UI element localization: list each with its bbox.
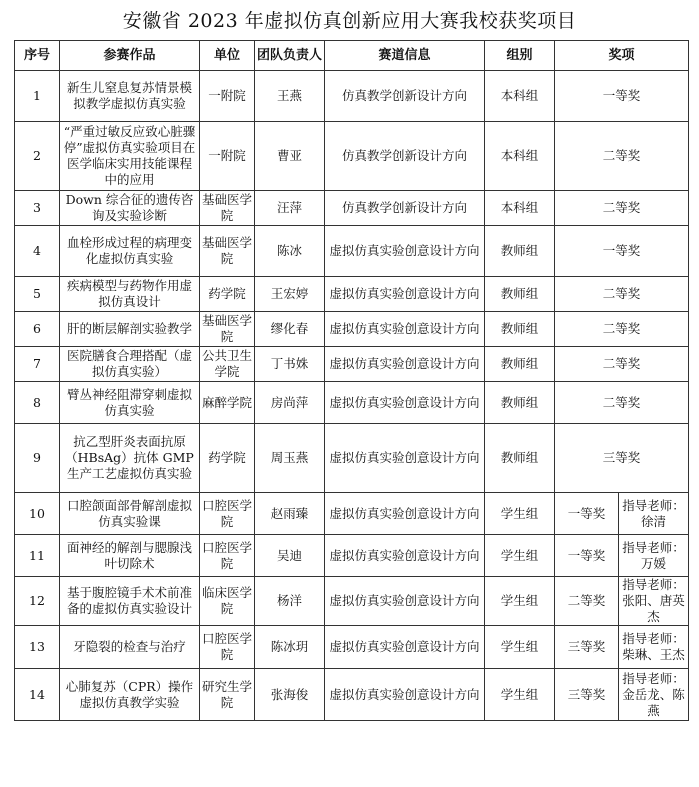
cell-group: 学生组 bbox=[485, 577, 555, 626]
table-row bbox=[15, 71, 689, 122]
cell-no: 5 bbox=[15, 277, 60, 312]
cell-award: 三等奖 bbox=[555, 669, 619, 721]
cell-work: 牙隐裂的检查与治疗 bbox=[60, 626, 200, 669]
cell-work: 医院膳食合理搭配（虚拟仿真实验） bbox=[60, 347, 200, 382]
cell-award: 二等奖 bbox=[555, 277, 689, 312]
cell-group: 教师组 bbox=[485, 347, 555, 382]
cell-group: 教师组 bbox=[485, 382, 555, 424]
cell-unit: 一附院 bbox=[200, 71, 255, 122]
cell-advisor: 指导老师：张阳、唐英杰 bbox=[619, 577, 689, 626]
cell-award: 一等奖 bbox=[555, 71, 689, 122]
cell-group: 本科组 bbox=[485, 122, 555, 191]
cell-track: 虚拟仿真实验创意设计方向 bbox=[325, 312, 485, 347]
table-row bbox=[15, 277, 689, 312]
table-row bbox=[15, 382, 689, 424]
cell-track: 虚拟仿真实验创意设计方向 bbox=[325, 382, 485, 424]
document-title: 安徽省 2023 年虚拟仿真创新应用大赛我校获奖项目 bbox=[122, 10, 577, 32]
header-work: 参赛作品 bbox=[60, 41, 200, 71]
table-row bbox=[15, 191, 689, 226]
cell-no: 14 bbox=[15, 669, 60, 721]
cell-leader: 赵雨臻 bbox=[255, 493, 325, 535]
cell-no: 12 bbox=[15, 577, 60, 626]
cell-award: 三等奖 bbox=[555, 424, 689, 493]
cell-unit: 麻醉学院 bbox=[200, 382, 255, 424]
cell-group: 学生组 bbox=[485, 626, 555, 669]
table-row bbox=[15, 535, 689, 577]
cell-award: 二等奖 bbox=[555, 312, 689, 347]
cell-track: 仿真教学创新设计方向 bbox=[325, 71, 485, 122]
cell-leader: 杨洋 bbox=[255, 577, 325, 626]
cell-track: 虚拟仿真实验创意设计方向 bbox=[325, 669, 485, 721]
cell-no: 6 bbox=[15, 312, 60, 347]
cell-leader: 曹亚 bbox=[255, 122, 325, 191]
table-row bbox=[15, 424, 689, 493]
header-group: 组别 bbox=[485, 41, 555, 71]
cell-leader: 汪萍 bbox=[255, 191, 325, 226]
cell-advisor: 指导老师：徐清 bbox=[619, 493, 689, 535]
cell-unit: 口腔医学院 bbox=[200, 535, 255, 577]
cell-unit: 临床医学院 bbox=[200, 577, 255, 626]
cell-leader: 王燕 bbox=[255, 71, 325, 122]
cell-award: 三等奖 bbox=[555, 626, 619, 669]
cell-no: 9 bbox=[15, 424, 60, 493]
table-row bbox=[15, 493, 689, 535]
cell-group: 教师组 bbox=[485, 312, 555, 347]
cell-track: 虚拟仿真实验创意设计方向 bbox=[325, 226, 485, 277]
cell-group: 教师组 bbox=[485, 424, 555, 493]
cell-no: 7 bbox=[15, 347, 60, 382]
cell-leader: 王宏婷 bbox=[255, 277, 325, 312]
cell-track: 虚拟仿真实验创意设计方向 bbox=[325, 277, 485, 312]
cell-track: 虚拟仿真实验创意设计方向 bbox=[325, 424, 485, 493]
cell-no: 4 bbox=[15, 226, 60, 277]
cell-group: 学生组 bbox=[485, 493, 555, 535]
cell-work: 口腔颌面部骨解剖虚拟仿真实验课 bbox=[60, 493, 200, 535]
cell-work: 心肺复苏（CPR）操作虚拟仿真教学实验 bbox=[60, 669, 200, 721]
cell-award: 一等奖 bbox=[555, 535, 619, 577]
header-leader: 团队负责人 bbox=[255, 41, 325, 71]
cell-advisor: 指导老师：柴琳、王杰 bbox=[619, 626, 689, 669]
cell-award: 二等奖 bbox=[555, 347, 689, 382]
table-row bbox=[15, 626, 689, 669]
header-award: 奖项 bbox=[555, 41, 689, 71]
cell-no: 10 bbox=[15, 493, 60, 535]
cell-unit: 公共卫生学院 bbox=[200, 347, 255, 382]
cell-group: 学生组 bbox=[485, 535, 555, 577]
cell-track: 仿真教学创新设计方向 bbox=[325, 191, 485, 226]
table-row bbox=[15, 669, 689, 721]
cell-advisor: 指导老师：金岳龙、陈燕 bbox=[619, 669, 689, 721]
cell-award: 二等奖 bbox=[555, 122, 689, 191]
cell-no: 13 bbox=[15, 626, 60, 669]
header-no: 序号 bbox=[15, 41, 60, 71]
cell-unit: 基础医学院 bbox=[200, 191, 255, 226]
cell-track: 虚拟仿真实验创意设计方向 bbox=[325, 347, 485, 382]
cell-award: 二等奖 bbox=[555, 577, 619, 626]
cell-award: 二等奖 bbox=[555, 382, 689, 424]
cell-work: 疾病模型与药物作用虚拟仿真设计 bbox=[60, 277, 200, 312]
cell-unit: 基础医学院 bbox=[200, 312, 255, 347]
cell-award: 一等奖 bbox=[555, 493, 619, 535]
cell-work: 基于腹腔镜手术术前准备的虚拟仿真实验设计 bbox=[60, 577, 200, 626]
cell-no: 8 bbox=[15, 382, 60, 424]
cell-unit: 口腔医学院 bbox=[200, 493, 255, 535]
table-row bbox=[15, 347, 689, 382]
cell-unit: 药学院 bbox=[200, 277, 255, 312]
cell-leader: 陈冰玥 bbox=[255, 626, 325, 669]
cell-unit: 一附院 bbox=[200, 122, 255, 191]
cell-leader: 吴迪 bbox=[255, 535, 325, 577]
cell-work: 面神经的解剖与腮腺浅叶切除术 bbox=[60, 535, 200, 577]
cell-group: 教师组 bbox=[485, 277, 555, 312]
cell-work: Down 综合征的遗传咨询及实验诊断 bbox=[60, 191, 200, 226]
cell-unit: 研究生学院 bbox=[200, 669, 255, 721]
cell-track: 虚拟仿真实验创意设计方向 bbox=[325, 535, 485, 577]
header-unit: 单位 bbox=[200, 41, 255, 71]
cell-work: 臂丛神经阻滞穿刺虚拟仿真实验 bbox=[60, 382, 200, 424]
cell-track: 虚拟仿真实验创意设计方向 bbox=[325, 493, 485, 535]
cell-leader: 缪化春 bbox=[255, 312, 325, 347]
cell-no: 11 bbox=[15, 535, 60, 577]
cell-no: 2 bbox=[15, 122, 60, 191]
cell-work: 血栓形成过程的病理变化虚拟仿真实验 bbox=[60, 226, 200, 277]
cell-unit: 基础医学院 bbox=[200, 226, 255, 277]
cell-track: 仿真教学创新设计方向 bbox=[325, 122, 485, 191]
cell-group: 本科组 bbox=[485, 71, 555, 122]
cell-award: 二等奖 bbox=[555, 191, 689, 226]
table-row bbox=[15, 577, 689, 626]
cell-leader: 张海俊 bbox=[255, 669, 325, 721]
header-track: 赛道信息 bbox=[325, 41, 485, 71]
cell-group: 学生组 bbox=[485, 669, 555, 721]
cell-work: 新生儿窒息复苏情景模拟教学虚拟仿真实验 bbox=[60, 71, 200, 122]
cell-track: 虚拟仿真实验创意设计方向 bbox=[325, 577, 485, 626]
cell-advisor: 指导老师：万媛 bbox=[619, 535, 689, 577]
cell-unit: 口腔医学院 bbox=[200, 626, 255, 669]
cell-work: 肝的断层解剖实验教学 bbox=[60, 312, 200, 347]
cell-work: “严重过敏反应致心脏骤停”虚拟仿真实验项目在医学临床实用技能课程中的应用 bbox=[60, 122, 200, 191]
table-row bbox=[15, 122, 689, 191]
table-row bbox=[15, 226, 689, 277]
cell-track: 虚拟仿真实验创意设计方向 bbox=[325, 626, 485, 669]
header-row bbox=[15, 41, 689, 71]
cell-no: 1 bbox=[15, 71, 60, 122]
cell-leader: 丁书姝 bbox=[255, 347, 325, 382]
cell-work: 抗乙型肝炎表面抗原（HBsAg）抗体 GMP 生产工艺虚拟仿真实验 bbox=[60, 424, 200, 493]
cell-group: 教师组 bbox=[485, 226, 555, 277]
cell-leader: 周玉燕 bbox=[255, 424, 325, 493]
table-row bbox=[15, 312, 689, 347]
awards-table bbox=[14, 40, 689, 721]
cell-group: 本科组 bbox=[485, 191, 555, 226]
cell-award: 一等奖 bbox=[555, 226, 689, 277]
cell-no: 3 bbox=[15, 191, 60, 226]
cell-unit: 药学院 bbox=[200, 424, 255, 493]
cell-leader: 房尚萍 bbox=[255, 382, 325, 424]
cell-leader: 陈冰 bbox=[255, 226, 325, 277]
